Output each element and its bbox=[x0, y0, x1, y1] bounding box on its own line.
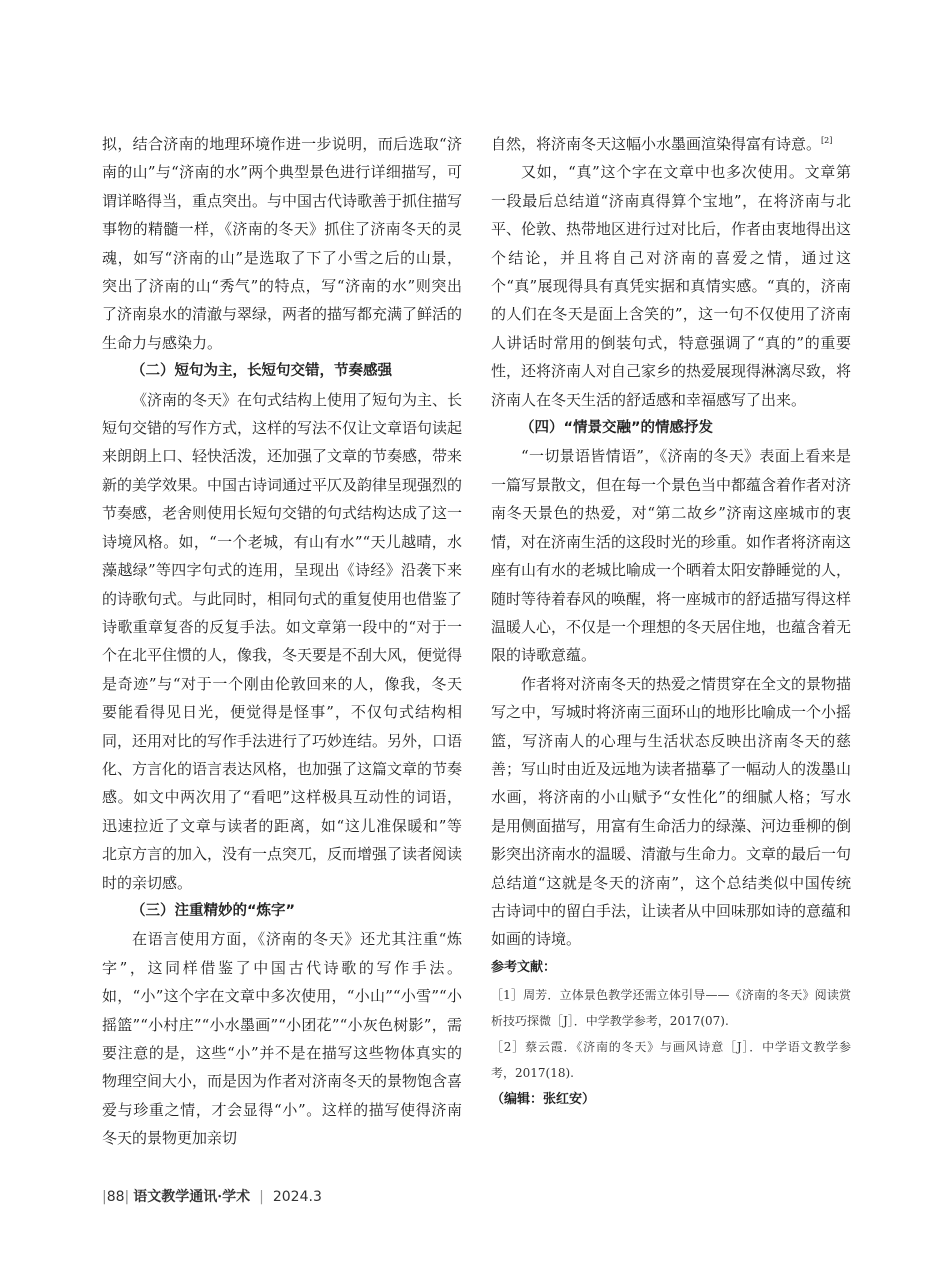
editor-credit: （编辑：张红安） bbox=[491, 1092, 596, 1108]
reference-2: ［2］蔡云霞．《济南的冬天》与画风诗意［J］．中学语文教学参考，2017(18). bbox=[491, 1040, 851, 1081]
section-heading-4: （四）“情景交融”的情感抒发 bbox=[520, 420, 714, 437]
paragraph-continuation: 拟，结合济南的地理环境作进一步说明，而后选取“济南的山”与“济南的水”两个典型景色进行详细描写，可谓详略得当，重点突出。与中国古代诗歌善于抓住描写事物的精髓一样，《济南的冬天》抓住了济南冬天的灵魂，如写“济南的山”是选取了下了小雪之后的山景，突出了济南的山“秀气”的特点，写“济南的水”则突出了济南泉水的清澈与翠绿，两者的描写都充满了鲜活的生命力与感染力。 bbox=[102, 135, 463, 352]
paragraph-sentence-structure: 《济南的冬天》在句式结构上使用了短句为主、长短句交错的写作方式，这样的写法不仅让文章语句读起来朗朗上口、轻快活泼，还加强了文章的节奏感，带来新的美学效果。中国古诗词通过平仄及韵律呈现强烈的节奏感，老舍则使用长短句交错的句式结构达成了这一诗境风格。如，“一个老城，有山有水”“天儿越晴，水藻越绿”等四字句式的连用，呈现出《诗经》沿袭下来的诗歌句式。与此同时，相同句式的重复使用也借鉴了诗歌重章复沓的反复手法。如文章第一段中的“对于一个在北平住惯的人，像我，冬天要是不刮大风，便觉得是奇迹”与“对于一个刚由伦敦回来的人，像我，冬天要能看得见日光，便觉得是怪事”，不仅句式结构相同，还用对比的写作手法进行了巧妙连结。另外，口语化、方言化的语言表达风格，也加强了这篇文章的节奏感。如文中两次用了“看吧”这样极具互动性的词语，迅速拉近了文章与读者的距离，如“这儿准保暖和”等北京方言的加入，没有一点突兀，反而增强了读者阅读时的亲切感。 bbox=[102, 390, 463, 892]
page-number: 88 bbox=[106, 1189, 125, 1205]
journal-name: 语文教学通讯·学术 bbox=[133, 1189, 251, 1205]
right-column bbox=[491, 130, 851, 1115]
citation-marker: [2] bbox=[821, 136, 833, 145]
page-footer bbox=[102, 1186, 322, 1206]
footer-separator: | bbox=[259, 1189, 264, 1205]
footer-divider: | bbox=[124, 1189, 130, 1205]
paragraph-text: 自然，将济南冬天这幅小水墨画渲染得富有诗意。 bbox=[491, 135, 822, 153]
paragraph-emotion-scene: “一切景语皆情语”，《济南的冬天》表面上看来是一篇写景散文，但在每一个景色当中都蕴含着作者对济南冬天景色的热爱，对“第二故乡”济南这座城市的衷情，对在济南生活的这段时光的珍重。如作者将济南这座有山有水的老城比喻成一个晒着太阳安静睡觉的人，随时等待着春风的唤醒，将一座城市的舒适描写得这样温暖人心，不仅是一个理想的冬天居住地，也蕴含着无限的诗歌意蕴。 bbox=[491, 447, 852, 665]
section-heading-3: （三）注重精妙的“炼字” bbox=[131, 902, 296, 919]
paragraph-love-throughout: 作者将对济南冬天的热爱之情贯穿在全文的景物描写之中，写城时将济南三面环山的地形比喻成一个小摇篮，写济南人的心理与生活状态反映出济南冬天的慈善；写山时由近及远地为读者描摹了一幅动人的泼墨山水画，将济南的小山赋予“女性化”的细腻人格；写水是用侧面描写，用富有生命活力的绿藻、河边垂柳的倒影突出济南水的温暖、清澈与生命力。文章的最后一句总结道“这就是冬天的济南”，这个总结类似中国传统古诗词中的留白手法，让读者从中回味那如诗的意蕴和如画的诗境。 bbox=[491, 674, 852, 949]
references-title: 参考文献： bbox=[491, 959, 557, 975]
footer-divider: | bbox=[102, 1189, 107, 1205]
paragraph-word-refinement: 在语言使用方面，《济南的冬天》还尤其注重“炼字”，这同样借鉴了中国古代诗歌的写作手法。如，“小”这个字在文章中多次使用，“小山”“小雪”“小摇篮”“小村庄”“小水墨画”“小团花”“小灰色树影”，需要注意的是，这些“小”并不是在描写这些物体真实的物理空间大小，而是因为作者对济南冬天的景物饱含喜爱与珍重之情，才会显得“小”。这样的描写使得济南冬天的景物更加亲切 bbox=[102, 930, 463, 1148]
left-column bbox=[102, 130, 462, 1153]
reference-1: ［1］周芳．立体景色教学还需立体引导——《济南的冬天》阅读赏析技巧探微［J］．中学教学参考，2017(07). bbox=[491, 988, 851, 1029]
paragraph-zhen-word: 又如，“真”这个字在文章中也多次使用。文章第一段最后总结道“济南真得算个宝地”，在将济南与北平、伦敦、热带地区进行过对比后，作者由衷地得出这个结论，并且将自己对济南的喜爱之情，通过这个“真”展现得具有真凭实据和真情实感。“真的，济南的人们在冬天是面上含笑的”，这一句不仅使用了济南人讲话时常用的倒装句式，特意强调了“真的”的重要性，还将济南人对自己家乡的热爱展现得淋漓尽致，将济南人在冬天生活的舒适感和幸福感写了出来。 bbox=[491, 163, 852, 409]
paragraph-continuation-right bbox=[491, 130, 851, 158]
section-heading-2: （二）短句为主，长短句交错，节奏感强 bbox=[131, 363, 392, 380]
issue-number: 2024.3 bbox=[272, 1189, 322, 1205]
